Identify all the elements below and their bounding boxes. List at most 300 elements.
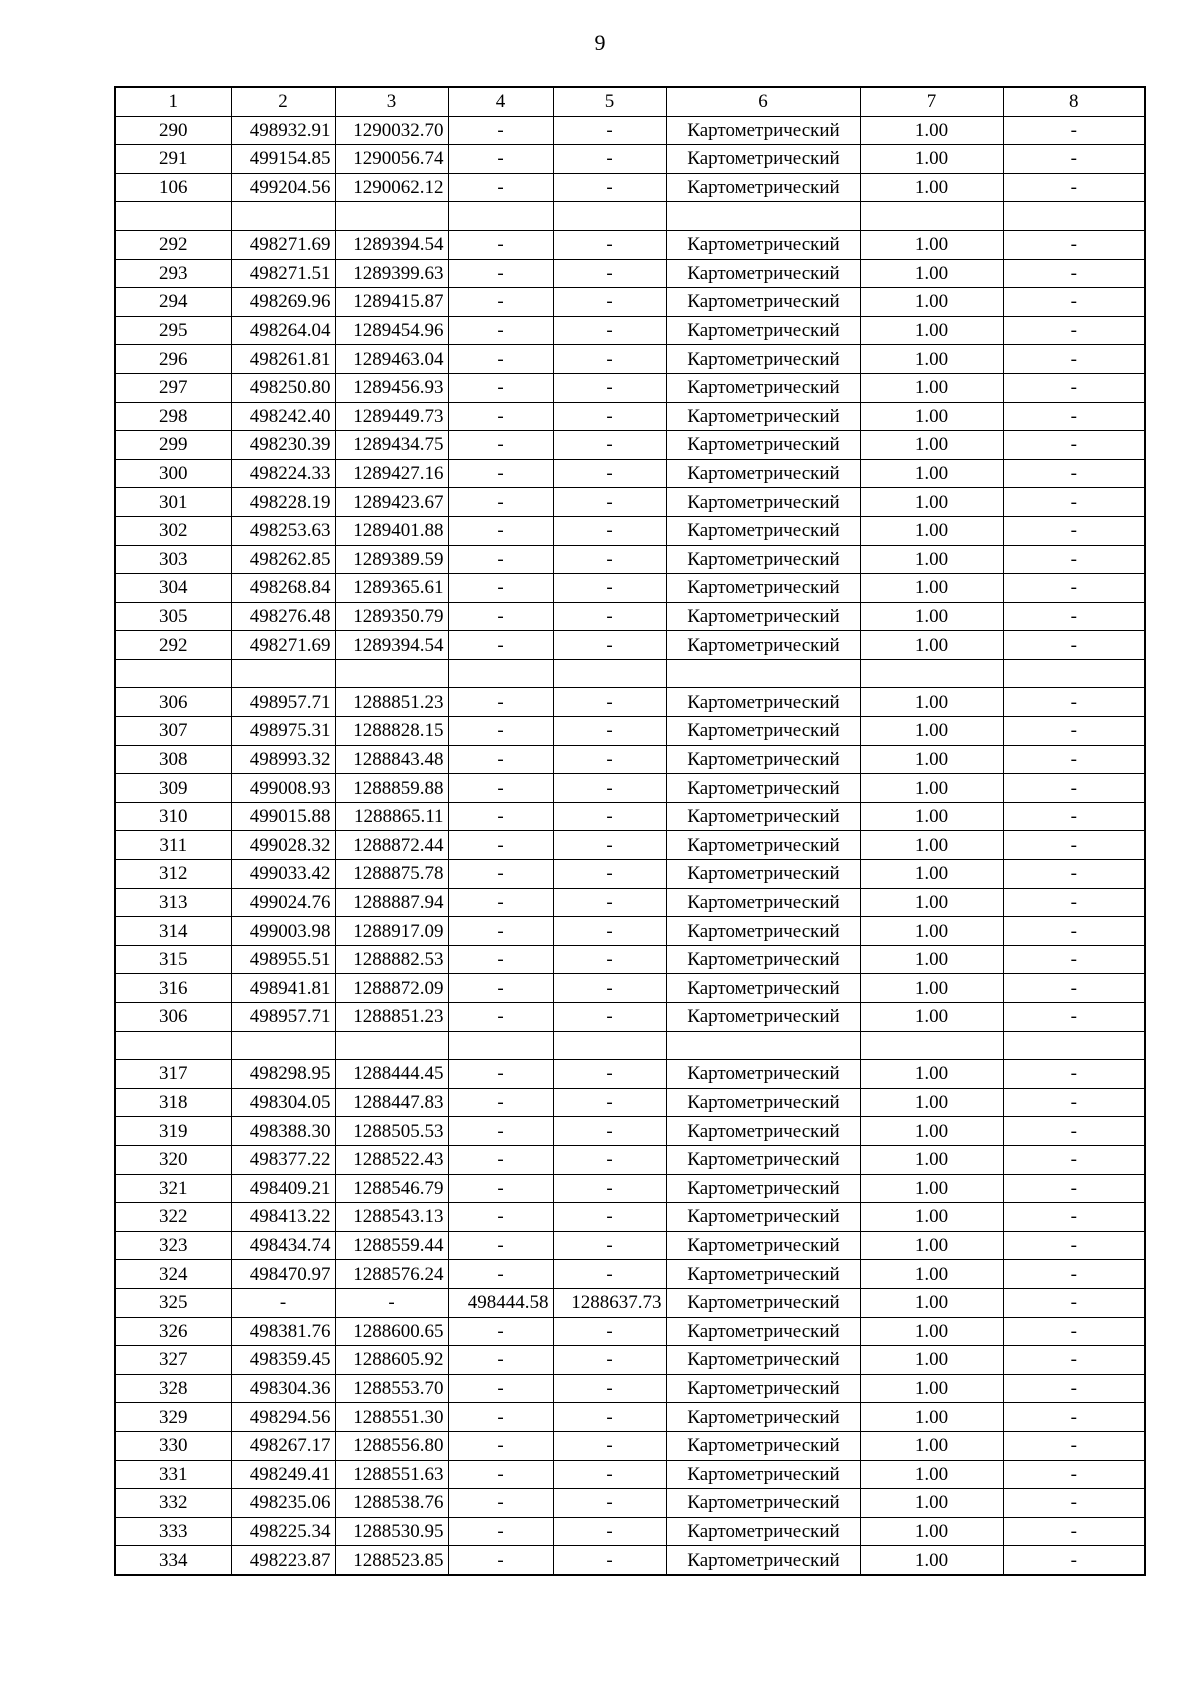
method-cell: Картометрический bbox=[666, 1403, 860, 1432]
x-new-cell: - bbox=[448, 1231, 553, 1260]
accuracy-cell: 1.00 bbox=[860, 431, 1003, 460]
x-new-cell: - bbox=[448, 1431, 553, 1460]
accuracy-cell: 1.00 bbox=[860, 1203, 1003, 1232]
method-cell: Картометрический bbox=[666, 345, 860, 374]
accuracy-cell: 1.00 bbox=[860, 1117, 1003, 1146]
table-row bbox=[115, 1489, 1145, 1518]
table-row bbox=[115, 173, 1145, 202]
note-cell: - bbox=[1003, 488, 1145, 517]
y-new-cell: - bbox=[553, 1203, 666, 1232]
point-number-cell: 291 bbox=[115, 145, 231, 174]
x-new-cell bbox=[448, 1031, 553, 1060]
x-coordinate-cell: 499024.76 bbox=[231, 888, 335, 917]
y-new-cell: - bbox=[553, 316, 666, 345]
point-number-cell: 106 bbox=[115, 173, 231, 202]
y-coordinate-cell: 1288917.09 bbox=[335, 917, 448, 946]
accuracy-cell: 1.00 bbox=[860, 545, 1003, 574]
x-coordinate-cell: 498271.69 bbox=[231, 230, 335, 259]
method-cell: Картометрический bbox=[666, 373, 860, 402]
y-new-cell: - bbox=[553, 1374, 666, 1403]
table-row bbox=[115, 345, 1145, 374]
accuracy-cell: 1.00 bbox=[860, 1288, 1003, 1317]
y-new-cell: - bbox=[553, 459, 666, 488]
accuracy-cell: 1.00 bbox=[860, 1088, 1003, 1117]
x-coordinate-cell: 498261.81 bbox=[231, 345, 335, 374]
y-coordinate-cell: 1288851.23 bbox=[335, 688, 448, 717]
table-row bbox=[115, 945, 1145, 974]
accuracy-cell: 1.00 bbox=[860, 1403, 1003, 1432]
column-header: 2 bbox=[231, 87, 335, 116]
x-new-cell: - bbox=[448, 1174, 553, 1203]
method-cell: Картометрический bbox=[666, 316, 860, 345]
y-coordinate-cell: 1288538.76 bbox=[335, 1489, 448, 1518]
accuracy-cell: 1.00 bbox=[860, 316, 1003, 345]
method-cell: Картометрический bbox=[666, 402, 860, 431]
y-coordinate-cell: 1290062.12 bbox=[335, 173, 448, 202]
y-new-cell: - bbox=[553, 574, 666, 603]
point-number-cell: 312 bbox=[115, 860, 231, 889]
x-new-cell: - bbox=[448, 145, 553, 174]
note-cell: - bbox=[1003, 1374, 1145, 1403]
point-number-cell: 298 bbox=[115, 402, 231, 431]
y-new-cell: - bbox=[553, 1403, 666, 1432]
note-cell: - bbox=[1003, 745, 1145, 774]
y-new-cell: 1288637.73 bbox=[553, 1288, 666, 1317]
table-row bbox=[115, 1374, 1145, 1403]
x-new-cell: - bbox=[448, 459, 553, 488]
y-new-cell: - bbox=[553, 860, 666, 889]
note-cell: - bbox=[1003, 717, 1145, 746]
y-new-cell: - bbox=[553, 345, 666, 374]
accuracy-cell: 1.00 bbox=[860, 373, 1003, 402]
accuracy-cell: 1.00 bbox=[860, 917, 1003, 946]
point-number-cell: 297 bbox=[115, 373, 231, 402]
table-row bbox=[115, 802, 1145, 831]
table-row bbox=[115, 1288, 1145, 1317]
note-cell: - bbox=[1003, 917, 1145, 946]
accuracy-cell: 1.00 bbox=[860, 116, 1003, 145]
note-cell: - bbox=[1003, 230, 1145, 259]
method-cell: Картометрический bbox=[666, 1346, 860, 1375]
note-cell: - bbox=[1003, 288, 1145, 317]
x-new-cell: - bbox=[448, 1403, 553, 1432]
note-cell: - bbox=[1003, 1060, 1145, 1089]
accuracy-cell bbox=[860, 659, 1003, 688]
x-new-cell: - bbox=[448, 431, 553, 460]
column-header: 6 bbox=[666, 87, 860, 116]
y-coordinate-cell: 1288543.13 bbox=[335, 1203, 448, 1232]
accuracy-cell: 1.00 bbox=[860, 1374, 1003, 1403]
y-coordinate-cell: 1289415.87 bbox=[335, 288, 448, 317]
x-new-cell: - bbox=[448, 1060, 553, 1089]
method-cell: Картометрический bbox=[666, 945, 860, 974]
y-new-cell: - bbox=[553, 488, 666, 517]
point-number-cell: 299 bbox=[115, 431, 231, 460]
method-cell: Картометрический bbox=[666, 259, 860, 288]
y-coordinate-cell: 1288851.23 bbox=[335, 1003, 448, 1032]
note-cell: - bbox=[1003, 1174, 1145, 1203]
x-new-cell: - bbox=[448, 1460, 553, 1489]
x-coordinate-cell: 498268.84 bbox=[231, 574, 335, 603]
column-header: 5 bbox=[553, 87, 666, 116]
point-number-cell: 306 bbox=[115, 1003, 231, 1032]
y-coordinate-cell: 1289427.16 bbox=[335, 459, 448, 488]
y-new-cell: - bbox=[553, 230, 666, 259]
y-coordinate-cell: 1288559.44 bbox=[335, 1231, 448, 1260]
table-row bbox=[115, 1346, 1145, 1375]
x-coordinate-cell: 498377.22 bbox=[231, 1145, 335, 1174]
note-cell: - bbox=[1003, 774, 1145, 803]
note-cell: - bbox=[1003, 259, 1145, 288]
method-cell: Картометрический bbox=[666, 1117, 860, 1146]
table-row bbox=[115, 431, 1145, 460]
y-new-cell bbox=[553, 659, 666, 688]
y-coordinate-cell: 1289423.67 bbox=[335, 488, 448, 517]
table-row bbox=[115, 488, 1145, 517]
x-new-cell: - bbox=[448, 860, 553, 889]
column-header: 7 bbox=[860, 87, 1003, 116]
x-coordinate-cell: - bbox=[231, 1288, 335, 1317]
note-cell: - bbox=[1003, 345, 1145, 374]
x-new-cell: - bbox=[448, 402, 553, 431]
note-cell: - bbox=[1003, 860, 1145, 889]
note-cell: - bbox=[1003, 1003, 1145, 1032]
method-cell: Картометрический bbox=[666, 1317, 860, 1346]
method-cell: Картометрический bbox=[666, 802, 860, 831]
y-new-cell: - bbox=[553, 173, 666, 202]
x-new-cell: - bbox=[448, 545, 553, 574]
table-spacer-row bbox=[115, 1031, 1145, 1060]
x-new-cell: - bbox=[448, 945, 553, 974]
table-row bbox=[115, 116, 1145, 145]
x-coordinate-cell: 498242.40 bbox=[231, 402, 335, 431]
note-cell: - bbox=[1003, 602, 1145, 631]
y-new-cell: - bbox=[553, 945, 666, 974]
method-cell bbox=[666, 659, 860, 688]
x-coordinate-cell: 498388.30 bbox=[231, 1117, 335, 1146]
table-row bbox=[115, 230, 1145, 259]
note-cell: - bbox=[1003, 431, 1145, 460]
x-coordinate-cell: 498271.51 bbox=[231, 259, 335, 288]
y-coordinate-cell: 1289350.79 bbox=[335, 602, 448, 631]
point-number-cell: 328 bbox=[115, 1374, 231, 1403]
x-coordinate-cell: 498223.87 bbox=[231, 1546, 335, 1575]
table-row bbox=[115, 574, 1145, 603]
point-number-cell: 305 bbox=[115, 602, 231, 631]
table-row bbox=[115, 1403, 1145, 1432]
accuracy-cell: 1.00 bbox=[860, 459, 1003, 488]
note-cell: - bbox=[1003, 1203, 1145, 1232]
y-coordinate-cell: 1288553.70 bbox=[335, 1374, 448, 1403]
x-coordinate-cell: 498941.81 bbox=[231, 974, 335, 1003]
x-new-cell: - bbox=[448, 574, 553, 603]
y-coordinate-cell: 1288872.44 bbox=[335, 831, 448, 860]
note-cell bbox=[1003, 202, 1145, 231]
y-coordinate-cell: 1289463.04 bbox=[335, 345, 448, 374]
point-number-cell: 329 bbox=[115, 1403, 231, 1432]
accuracy-cell: 1.00 bbox=[860, 831, 1003, 860]
accuracy-cell: 1.00 bbox=[860, 402, 1003, 431]
table-row bbox=[115, 145, 1145, 174]
note-cell: - bbox=[1003, 802, 1145, 831]
note-cell bbox=[1003, 659, 1145, 688]
accuracy-cell: 1.00 bbox=[860, 860, 1003, 889]
y-new-cell: - bbox=[553, 1489, 666, 1518]
accuracy-cell: 1.00 bbox=[860, 602, 1003, 631]
method-cell: Картометрический bbox=[666, 1374, 860, 1403]
y-coordinate-cell: 1290032.70 bbox=[335, 116, 448, 145]
x-coordinate-cell: 498228.19 bbox=[231, 488, 335, 517]
method-cell: Картометрический bbox=[666, 145, 860, 174]
note-cell: - bbox=[1003, 945, 1145, 974]
y-coordinate-cell: 1289401.88 bbox=[335, 516, 448, 545]
point-number-cell: 316 bbox=[115, 974, 231, 1003]
note-cell: - bbox=[1003, 1460, 1145, 1489]
method-cell: Картометрический bbox=[666, 488, 860, 517]
y-coordinate-cell: 1288859.88 bbox=[335, 774, 448, 803]
method-cell: Картометрический bbox=[666, 288, 860, 317]
x-new-cell: - bbox=[448, 831, 553, 860]
accuracy-cell: 1.00 bbox=[860, 1460, 1003, 1489]
note-cell: - bbox=[1003, 1260, 1145, 1289]
table-row bbox=[115, 1260, 1145, 1289]
x-new-cell: - bbox=[448, 917, 553, 946]
table-row bbox=[115, 860, 1145, 889]
point-number-cell: 313 bbox=[115, 888, 231, 917]
y-coordinate-cell: 1289456.93 bbox=[335, 373, 448, 402]
point-number-cell: 303 bbox=[115, 545, 231, 574]
x-coordinate-cell: 498276.48 bbox=[231, 602, 335, 631]
y-coordinate-cell: 1288447.83 bbox=[335, 1088, 448, 1117]
y-coordinate-cell: 1288576.24 bbox=[335, 1260, 448, 1289]
note-cell bbox=[1003, 1031, 1145, 1060]
x-new-cell: - bbox=[448, 631, 553, 660]
y-new-cell: - bbox=[553, 1003, 666, 1032]
note-cell: - bbox=[1003, 974, 1145, 1003]
y-new-cell: - bbox=[553, 1117, 666, 1146]
y-coordinate-cell: 1289434.75 bbox=[335, 431, 448, 460]
x-new-cell: - bbox=[448, 688, 553, 717]
table-row bbox=[115, 1317, 1145, 1346]
table-row bbox=[115, 717, 1145, 746]
y-new-cell: - bbox=[553, 1145, 666, 1174]
x-coordinate-cell: 498235.06 bbox=[231, 1489, 335, 1518]
table-row bbox=[115, 1517, 1145, 1546]
y-coordinate-cell bbox=[335, 659, 448, 688]
point-number-cell: 330 bbox=[115, 1431, 231, 1460]
note-cell: - bbox=[1003, 516, 1145, 545]
x-coordinate-cell: 499008.93 bbox=[231, 774, 335, 803]
y-new-cell: - bbox=[553, 688, 666, 717]
x-coordinate-cell: 498262.85 bbox=[231, 545, 335, 574]
x-coordinate-cell: 498413.22 bbox=[231, 1203, 335, 1232]
x-coordinate-cell bbox=[231, 202, 335, 231]
note-cell: - bbox=[1003, 173, 1145, 202]
x-new-cell: - bbox=[448, 1145, 553, 1174]
method-cell: Картометрический bbox=[666, 431, 860, 460]
x-coordinate-cell: 498359.45 bbox=[231, 1346, 335, 1375]
y-coordinate-cell: 1288865.11 bbox=[335, 802, 448, 831]
point-number-cell: 302 bbox=[115, 516, 231, 545]
method-cell: Картометрический bbox=[666, 1060, 860, 1089]
y-new-cell: - bbox=[553, 1546, 666, 1575]
accuracy-cell: 1.00 bbox=[860, 945, 1003, 974]
y-new-cell: - bbox=[553, 545, 666, 574]
table-row bbox=[115, 1060, 1145, 1089]
y-new-cell: - bbox=[553, 1060, 666, 1089]
x-new-cell: - bbox=[448, 1546, 553, 1575]
x-coordinate-cell: 499003.98 bbox=[231, 917, 335, 946]
y-coordinate-cell bbox=[335, 202, 448, 231]
method-cell bbox=[666, 1031, 860, 1060]
note-cell: - bbox=[1003, 1088, 1145, 1117]
table-row bbox=[115, 1145, 1145, 1174]
method-cell: Картометрический bbox=[666, 888, 860, 917]
y-coordinate-cell bbox=[335, 1031, 448, 1060]
point-number-cell: 300 bbox=[115, 459, 231, 488]
accuracy-cell bbox=[860, 202, 1003, 231]
point-number-cell: 322 bbox=[115, 1203, 231, 1232]
table-spacer-row bbox=[115, 659, 1145, 688]
y-new-cell: - bbox=[553, 1174, 666, 1203]
x-new-cell: - bbox=[448, 774, 553, 803]
method-cell: Картометрический bbox=[666, 831, 860, 860]
y-coordinate-cell: 1288556.80 bbox=[335, 1431, 448, 1460]
accuracy-cell: 1.00 bbox=[860, 1231, 1003, 1260]
y-coordinate-cell: 1288551.30 bbox=[335, 1403, 448, 1432]
x-coordinate-cell: 498250.80 bbox=[231, 373, 335, 402]
y-new-cell: - bbox=[553, 431, 666, 460]
x-coordinate-cell: 498932.91 bbox=[231, 116, 335, 145]
x-coordinate-cell: 499154.85 bbox=[231, 145, 335, 174]
x-coordinate-cell: 498470.97 bbox=[231, 1260, 335, 1289]
x-coordinate-cell: 498267.17 bbox=[231, 1431, 335, 1460]
accuracy-cell: 1.00 bbox=[860, 1346, 1003, 1375]
accuracy-cell: 1.00 bbox=[860, 888, 1003, 917]
point-number-cell: 304 bbox=[115, 574, 231, 603]
method-cell: Картометрический bbox=[666, 1260, 860, 1289]
y-coordinate-cell: 1289394.54 bbox=[335, 230, 448, 259]
column-header: 8 bbox=[1003, 87, 1145, 116]
x-coordinate-cell: 499028.32 bbox=[231, 831, 335, 860]
note-cell: - bbox=[1003, 831, 1145, 860]
method-cell: Картометрический bbox=[666, 1460, 860, 1489]
table-row bbox=[115, 1088, 1145, 1117]
x-coordinate-cell: 498434.74 bbox=[231, 1231, 335, 1260]
y-new-cell bbox=[553, 1031, 666, 1060]
y-new-cell: - bbox=[553, 1431, 666, 1460]
accuracy-cell: 1.00 bbox=[860, 1003, 1003, 1032]
x-coordinate-cell: 498957.71 bbox=[231, 1003, 335, 1032]
table-row bbox=[115, 1174, 1145, 1203]
accuracy-cell: 1.00 bbox=[860, 631, 1003, 660]
table-row bbox=[115, 1003, 1145, 1032]
note-cell: - bbox=[1003, 1431, 1145, 1460]
note-cell: - bbox=[1003, 574, 1145, 603]
point-number-cell: 331 bbox=[115, 1460, 231, 1489]
table-row bbox=[115, 545, 1145, 574]
method-cell: Картометрический bbox=[666, 1288, 860, 1317]
note-cell: - bbox=[1003, 1145, 1145, 1174]
y-new-cell: - bbox=[553, 402, 666, 431]
y-new-cell: - bbox=[553, 116, 666, 145]
method-cell: Картометрический bbox=[666, 459, 860, 488]
y-new-cell: - bbox=[553, 1260, 666, 1289]
x-coordinate-cell: 498253.63 bbox=[231, 516, 335, 545]
method-cell: Картометрический bbox=[666, 230, 860, 259]
table-row bbox=[115, 459, 1145, 488]
column-header: 4 bbox=[448, 87, 553, 116]
point-number-cell: 327 bbox=[115, 1346, 231, 1375]
x-coordinate-cell bbox=[231, 1031, 335, 1060]
y-coordinate-cell: 1289394.54 bbox=[335, 631, 448, 660]
x-new-cell: - bbox=[448, 173, 553, 202]
table-row bbox=[115, 688, 1145, 717]
point-number-cell: 319 bbox=[115, 1117, 231, 1146]
method-cell: Картометрический bbox=[666, 602, 860, 631]
note-cell: - bbox=[1003, 1317, 1145, 1346]
y-coordinate-cell: 1288523.85 bbox=[335, 1546, 448, 1575]
point-number-cell: 308 bbox=[115, 745, 231, 774]
y-new-cell: - bbox=[553, 1088, 666, 1117]
point-number-cell: 307 bbox=[115, 717, 231, 746]
accuracy-cell: 1.00 bbox=[860, 1546, 1003, 1575]
accuracy-cell: 1.00 bbox=[860, 345, 1003, 374]
point-number-cell: 292 bbox=[115, 631, 231, 660]
note-cell: - bbox=[1003, 631, 1145, 660]
x-coordinate-cell: 498269.96 bbox=[231, 288, 335, 317]
y-coordinate-cell: 1288522.43 bbox=[335, 1145, 448, 1174]
x-coordinate-cell: 498230.39 bbox=[231, 431, 335, 460]
x-new-cell: - bbox=[448, 1317, 553, 1346]
note-cell: - bbox=[1003, 545, 1145, 574]
note-cell: - bbox=[1003, 1231, 1145, 1260]
accuracy-cell: 1.00 bbox=[860, 288, 1003, 317]
table-row bbox=[115, 288, 1145, 317]
note-cell: - bbox=[1003, 316, 1145, 345]
y-new-cell: - bbox=[553, 1317, 666, 1346]
y-new-cell: - bbox=[553, 373, 666, 402]
accuracy-cell: 1.00 bbox=[860, 974, 1003, 1003]
x-new-cell: 498444.58 bbox=[448, 1288, 553, 1317]
x-coordinate-cell: 499015.88 bbox=[231, 802, 335, 831]
table-row bbox=[115, 631, 1145, 660]
table-row bbox=[115, 316, 1145, 345]
y-coordinate-cell: 1288843.48 bbox=[335, 745, 448, 774]
coordinates-table bbox=[114, 86, 1146, 1576]
y-new-cell: - bbox=[553, 1346, 666, 1375]
table-row bbox=[115, 1431, 1145, 1460]
x-new-cell: - bbox=[448, 1203, 553, 1232]
y-coordinate-cell: 1288546.79 bbox=[335, 1174, 448, 1203]
accuracy-cell: 1.00 bbox=[860, 173, 1003, 202]
point-number-cell: 318 bbox=[115, 1088, 231, 1117]
point-number-cell: 320 bbox=[115, 1145, 231, 1174]
y-coordinate-cell: 1289399.63 bbox=[335, 259, 448, 288]
table-body bbox=[115, 116, 1145, 1575]
y-new-cell: - bbox=[553, 631, 666, 660]
x-coordinate-cell: 498304.36 bbox=[231, 1374, 335, 1403]
page-number: 9 bbox=[594, 30, 606, 55]
y-coordinate-cell: 1288444.45 bbox=[335, 1060, 448, 1089]
x-coordinate-cell: 498304.05 bbox=[231, 1088, 335, 1117]
point-number-cell: 325 bbox=[115, 1288, 231, 1317]
table-row bbox=[115, 259, 1145, 288]
note-cell: - bbox=[1003, 402, 1145, 431]
x-coordinate-cell: 498294.56 bbox=[231, 1403, 335, 1432]
x-new-cell: - bbox=[448, 230, 553, 259]
table-row bbox=[115, 774, 1145, 803]
